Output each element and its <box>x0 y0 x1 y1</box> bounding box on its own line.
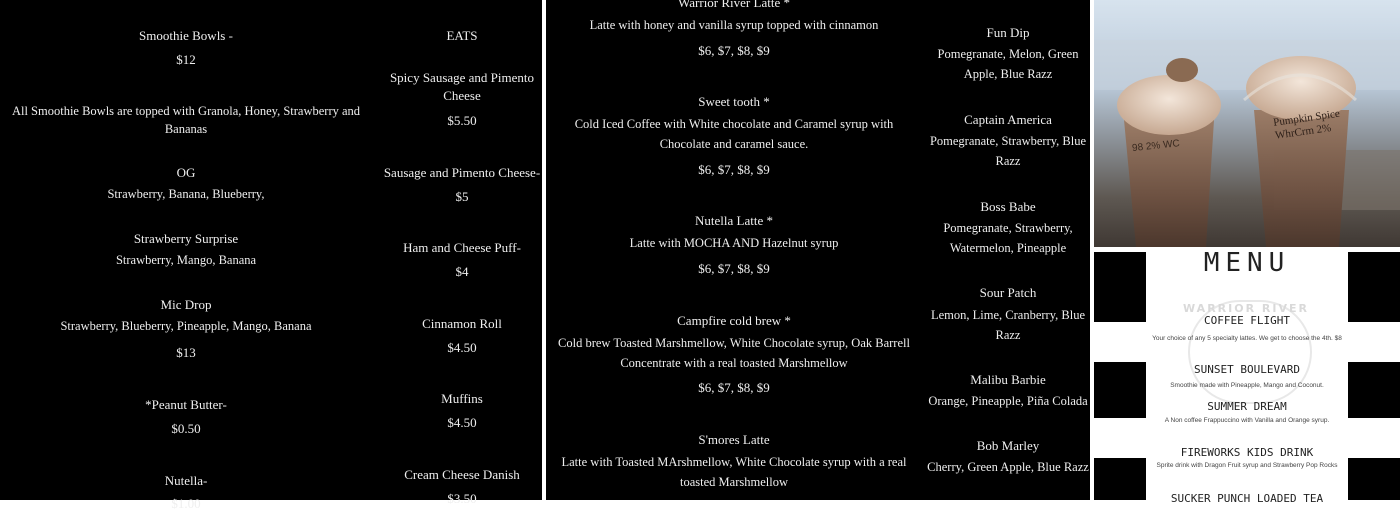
flavor-desc: Lemon, Lime, Cranberry, Blue Razz <box>930 308 1085 342</box>
flavor-desc: Pomegranate, Strawberry, Blue Razz <box>929 134 1087 168</box>
drink-name: Campfire cold brew * <box>677 313 791 328</box>
drink-name: Warrior River Latte * <box>678 0 790 10</box>
eats-item-name: Muffins <box>441 391 483 406</box>
flavor-desc: Pomegranate, Melon, Green Apple, Blue Razz <box>937 47 1079 81</box>
card-item-name: COFFEE FLIGHT <box>1203 314 1291 327</box>
bowl-name: Mic Drop <box>160 297 212 312</box>
eats-item-name: Sausage and Pimento Cheese- <box>383 165 541 180</box>
bowl-desc: Strawberry, Blueberry, Pineapple, Mango, Banana <box>60 319 312 333</box>
flavor-desc: Orange, Pineapple, Piña Colada <box>928 394 1088 408</box>
card-item-desc: Smoothie made with Pineapple, Mango and Coconut. <box>1170 382 1324 389</box>
eats-item-price: $5.50 <box>447 113 477 128</box>
iced-coffee-photo <box>1094 0 1400 247</box>
eats-item-name: Spicy Sausage and Pimento Cheese <box>389 70 535 103</box>
card-item-desc: Your choice of any 5 specialty lattes. We get to choose the 4th. $8 <box>1152 335 1342 342</box>
card-item-desc: Sprite drink with Dragon Fruit syrup and Strawberry Pop Rocks <box>1156 462 1338 469</box>
bowl-name: Strawberry Surprise <box>133 231 239 246</box>
iced-coffee-illustration <box>1094 0 1400 247</box>
menu-card-image <box>1094 248 1400 505</box>
eats-item-name: Cream Cheese Danish <box>404 467 520 482</box>
smoothie-bowls-title: Smoothie Bowls - <box>139 28 233 43</box>
eats-item-price: $4.50 <box>447 415 477 430</box>
drink-price: $6, $7, $8, $9 <box>698 261 770 276</box>
bowl-desc: Strawberry, Mango, Banana <box>115 253 257 267</box>
drink-price: $6, $7, $8, $9 <box>698 43 770 58</box>
flavor-name: Captain America <box>964 112 1052 127</box>
menu-panel-bowls-eats <box>0 0 542 511</box>
eats-item-price: $4 <box>455 264 469 279</box>
drink-name: S'mores Latte <box>698 432 770 447</box>
card-item-name: SUCKER PUNCH LOADED TEA <box>1170 492 1324 505</box>
bowl-desc: Strawberry, Banana, Blueberry, <box>107 187 265 201</box>
card-item-desc: A Non coffee Frappuccino with Vanilla and Orange syrup. <box>1164 417 1330 424</box>
addon-name: Nutella- <box>164 473 208 488</box>
flavor-name: Fun Dip <box>986 25 1030 40</box>
drink-desc: Latte with Toasted MArshmellow, White Chocolate syrup with a real toasted Marshmellow <box>561 455 907 489</box>
watermark-text: WARRIOR RIVER <box>1183 302 1309 315</box>
cup-right-label: Pumpkin Spice WhrCrm 2% <box>1272 107 1341 142</box>
smoothie-bowls-note: All Smoothie Bowls are topped with Granola, Honey, Strawberry and Bananas <box>11 104 361 136</box>
card-item-name: FIREWORKS KIDS DRINK <box>1180 446 1314 459</box>
flavor-name: Bob Marley <box>976 438 1040 453</box>
drink-name: Sweet tooth * <box>698 94 770 109</box>
eats-item-price: $3.50 <box>447 491 477 506</box>
flavor-name: Malibu Barbie <box>970 372 1046 387</box>
drink-desc: Cold Iced Coffee with White chocolate and Caramel syrup with Chocolate and caramel sauce. <box>574 117 894 151</box>
drink-name: Nutella Latte * <box>695 213 773 228</box>
menu-panel-drinks <box>546 0 1090 500</box>
eats-item-price: $5 <box>455 189 469 204</box>
eats-item-price: $4.50 <box>447 340 477 355</box>
flavor-desc: Pomegranate, Strawberry, Watermelon, Pineapple <box>943 221 1073 255</box>
flavor-name: Boss Babe <box>980 199 1036 214</box>
flavor-name: Sour Patch <box>979 285 1037 300</box>
eats-item-name: Cinnamon Roll <box>422 316 502 331</box>
menu-card <box>1146 248 1348 505</box>
drink-desc: Cold brew Toasted Marshmellow, White Chocolate syrup, Oak Barrell Concentrate with a real toasted Marshmellow <box>558 336 910 370</box>
flavor-desc: Cherry, Green Apple, Blue Razz <box>927 460 1089 474</box>
eats-item-name: Ham and Cheese Puff- <box>403 240 521 255</box>
eats-header: EATS <box>446 28 478 43</box>
card-item-name: SUNSET BOULEVARD <box>1194 363 1300 376</box>
bowl-price: $13 <box>176 345 196 360</box>
addon-price: $1.00 <box>171 496 201 511</box>
card-item-name: SUMMER DREAM <box>1207 400 1287 413</box>
menu-card-title: MENU <box>1203 248 1291 278</box>
cup-left-label: 98 2% WC <box>1131 138 1181 155</box>
drink-price: $6, $7, $8, $9 <box>698 380 770 395</box>
addon-name: *Peanut Butter- <box>145 397 227 412</box>
smoothie-bowls-price: $12 <box>176 52 196 67</box>
addon-price: $0.50 <box>171 421 201 436</box>
drink-desc: Latte with honey and vanilla syrup topped with cinnamon <box>589 18 879 32</box>
drink-desc: Latte with MOCHA AND Hazelnut syrup <box>629 236 839 250</box>
drink-price: $6, $7, $8, $9 <box>698 162 770 177</box>
bowl-name: OG <box>176 165 196 180</box>
